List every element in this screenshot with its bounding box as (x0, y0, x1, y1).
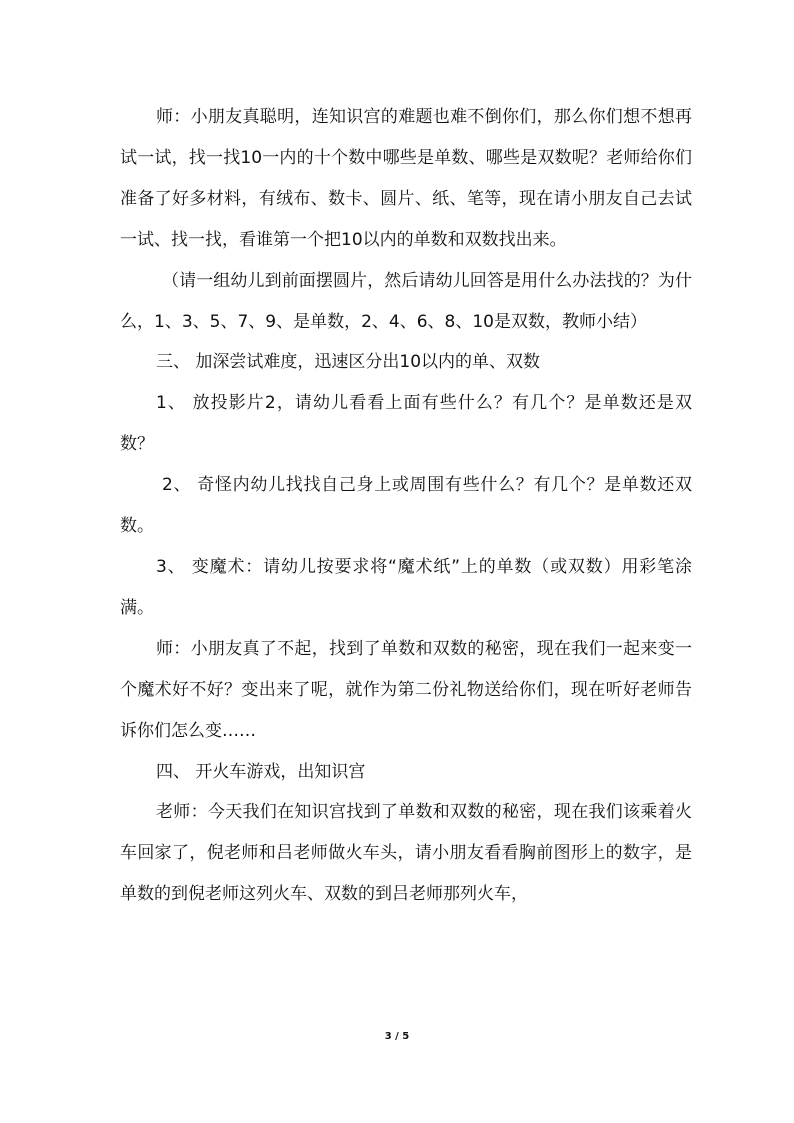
page-number: 3 / 5 (384, 1031, 410, 1042)
paragraph-group-activity: （请一组幼儿到前面摆圆片，然后请幼儿回答是用什么办法找的？为什么，1、3、5、7、9、是单数，2、4、6、8、10是双数，教师小结） (120, 270, 692, 332)
section-heading-three: 三、 加深尝试难度，迅速区分出10以内的单、双数 (156, 352, 541, 373)
list-item-one: 1、 放投影片2，请幼儿看看上面有些什么？有几个？是单数还是双数？ (120, 393, 692, 455)
document-body (120, 97, 692, 915)
list-item-three: 3、 变魔术：请幼儿按要求将“魔术纸”上的单数（或双数）用彩笔涂满。 (120, 556, 692, 618)
section-heading-four: 四、 开火车游戏，出知识宫 (156, 761, 366, 782)
paragraph-magic-trick: 师：小朋友真了不起，找到了单数和双数的秘密，现在我们一起来变一个魔术好不好？变出来了呢，就作为第二份礼物送给你们，现在听好老师告诉你们怎么变…… (120, 638, 692, 741)
paragraph-train-game: 老师：今天我们在知识宫找到了单数和双数的秘密，现在我们该乘着火车回家了，倪老师和吕老师做火车头，请小朋友看看胸前图形上的数字，是单数的到倪老师这列火车、双数的到吕老师那列火车， (120, 802, 692, 905)
paragraph-teacher-intro: 师：小朋友真聪明，连知识宫的难题也难不倒你们，那么你们想不想再试一试，找一找10一内的十个数中哪些是单数、哪些是双数呢？老师给你们准备了好多材料，有绒布、数卡、圆片、纸、笔等，现在请小朋友自己去试一试、找一找，看谁第一个把10以内的单数和双数找出来。 (120, 107, 692, 250)
list-item-two: 2、 奇怪内幼儿找找自己身上或周围有些什么？有几个？是单数还双数。 (120, 475, 692, 537)
